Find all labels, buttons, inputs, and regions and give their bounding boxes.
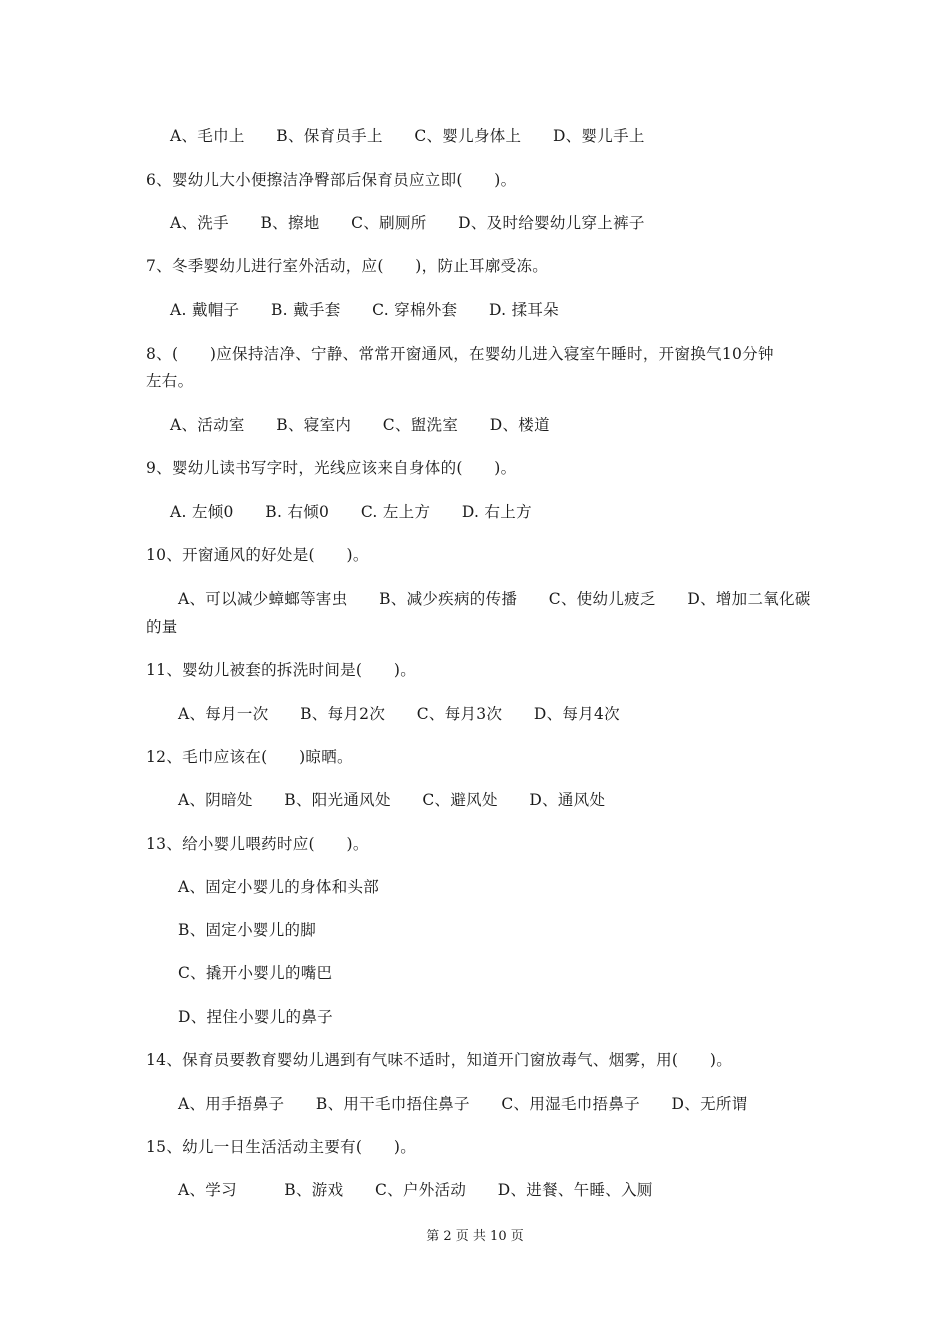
q11-question: 11、婴幼儿被套的拆洗时间是( )。 (146, 661, 417, 679)
q13-option-b: B、固定小婴儿的脚 (178, 921, 317, 939)
q15-question: 15、幼儿一日生活活动主要有( )。 (146, 1138, 417, 1156)
q14-options: A、用手捂鼻子 B、用干毛巾捂住鼻子 C、用湿毛巾捂鼻子 D、无所谓 (178, 1095, 748, 1113)
q6-options: A、洗手 B、擦地 C、刷厕所 D、及时给婴幼儿穿上裤子 (170, 214, 645, 232)
q13-option-d: D、捏住小婴儿的鼻子 (178, 1008, 333, 1026)
q9-options: A. 左倾0 B. 右倾0 C. 左上方 D. 右上方 (170, 503, 532, 521)
q13-option-c: C、撬开小婴儿的嘴巴 (178, 964, 333, 982)
q13-question: 13、给小婴儿喂药时应( )。 (146, 835, 369, 853)
q10-options: A、可以减少蟑螂等害虫 B、减少疾病的传播 C、使幼儿疲乏 D、增加二氧化碳 (178, 590, 811, 608)
q7-options: A. 戴帽子 B. 戴手套 C. 穿棉外套 D. 揉耳朵 (170, 301, 559, 319)
q8-question-continued: 左右。 (146, 372, 194, 390)
q10-options-continued: 的量 (146, 618, 178, 636)
q9-question: 9、婴幼儿读书写字时，光线应该来自身体的( )。 (146, 459, 517, 477)
q13-option-a: A、固定小婴儿的身体和头部 (178, 878, 380, 896)
q10-question: 10、开窗通风的好处是( )。 (146, 546, 369, 564)
q8-options: A、活动室 B、寝室内 C、盥洗室 D、楼道 (170, 416, 550, 434)
q11-options: A、每月一次 B、每月2次 C、每月3次 D、每月4次 (178, 705, 620, 723)
q14-question: 14、保育员要教育婴幼儿遇到有气味不适时，知道开门窗放毒气、烟雾，用( )。 (146, 1051, 733, 1069)
q12-question: 12、毛巾应该在( )晾晒。 (146, 748, 353, 766)
page-footer: 第 2 页 共 10 页 (426, 1229, 524, 1244)
q12-options: A、阴暗处 B、阳光通风处 C、避风处 D、通风处 (178, 791, 606, 809)
q8-question: 8、( )应保持洁净、宁静、常常开窗通风，在婴幼儿进入寝室午睡时，开窗换气10分钟 (146, 345, 774, 363)
q15-options: A、学习 B、游戏 C、户外活动 D、进餐、午睡、入厕 (178, 1181, 653, 1199)
q5-options: A、毛巾上 B、保育员手上 C、婴儿身体上 D、婴儿手上 (170, 127, 645, 145)
q6-question: 6、婴幼儿大小便擦洁净臀部后保育员应立即( )。 (146, 171, 517, 189)
q7-question: 7、冬季婴幼儿进行室外活动，应( )，防止耳廓受冻。 (146, 257, 549, 275)
